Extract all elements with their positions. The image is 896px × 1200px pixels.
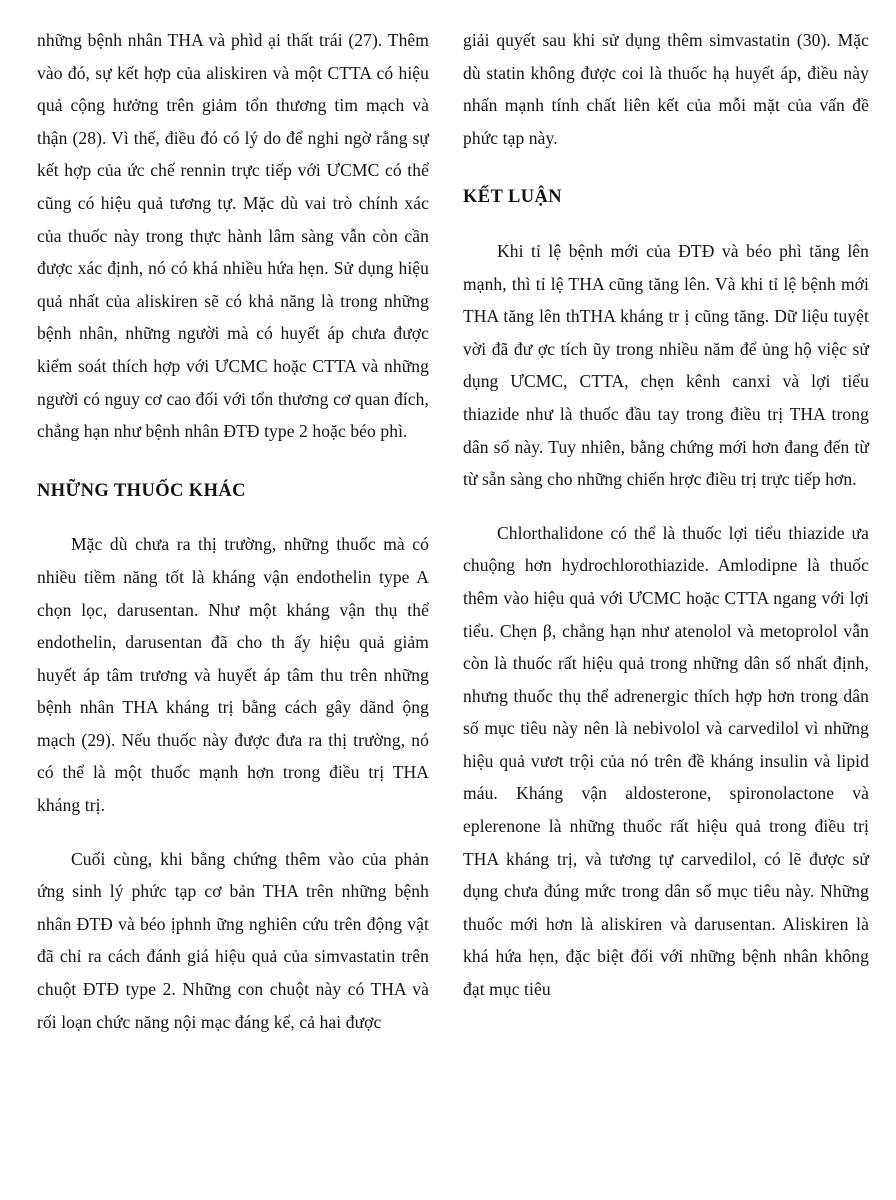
paragraph-continuation-right: giải quyết sau khi sử dụng thêm simvastatin (30). Mặc dù statin không được coi là thuốc hạ huyết áp, điều này nhấn mạnh tính chất liên kết của mỗi mặt của vấn đề phức tạp này. [463,30,869,148]
paragraph-conclusion-1: Khi tỉ lệ bệnh mới của ĐTĐ và béo phì tăng lên mạnh, thì tỉ lệ THA cũng tăng lên. Và khi tỉ lệ bệnh mới THA tăng lên thTHA kháng tr ị cũng tăng. Dữ liệu tuyệt vời đã đư ợc tích ũy trong nhiều năm để ủng hộ việc sử dụng ƯCMC, CTTA, chẹn kênh canxi và lợi tiểu thiazide như là thuốc đầu tay trong điều trị THA trong dân số này. Tuy nhiên, bằng chứng mới hơn đang đến từ từ sẵn sàng cho những chiến hrợc điều trị trực tiếp hơn. [463,240,869,490]
paragraph-continuation-left: những bệnh nhân THA và phìd ại thất trái (27). Thêm vào đó, sự kết hợp của aliskiren và một CTTA có hiệu quả cộng hưởng trên giảm tổn thương tim mạch và thận (28). Vì thế, điều đó có lý do để nghi ngờ rằng sự kết hợp của ức chế rennin trực tiếp với ƯCMC có thể cũng có hiệu quả tương tự. Mặc dù vai trò chính xác của thuốc này trong thực hành lâm sàng vẫn còn cần được xác định, nó có khá nhiều hứa hẹn. Sử dụng hiệu quả nhất của aliskiren sẽ có khả năng là trong những bệnh nhân, những người mà có huyết áp chưa được kiểm soát thích hợp với ƯCMC hoặc CTTA và những người có nguy cơ cao đối với tổn thương cơ quan đích, chẳng hạn như bệnh nhân ĐTĐ type 2 hoặc béo phì. [37,30,429,442]
section-heading-other-drugs: NHỮNG THUỐC KHÁC [37,480,246,501]
section-heading-conclusion: KẾT LUẬN [463,187,562,208]
left-column [37,24,429,1200]
paragraph-other-drugs-2: Cuối cùng, khi bằng chứng thêm vào của phản ứng sinh lý phức tạp cơ bản THA trên những bệnh nhân ĐTĐ và béo ịphnh ững nghiên cứu trên động vật đã chỉ ra cách đánh giá hiệu quả của simvastatin trên chuột ĐTĐ type 2. Những con chuột này có THA và rối loạn chức năng nội mạc đáng kể, cả hai được [37,848,429,1032]
right-column [463,24,869,1200]
paragraph-other-drugs-1: Mặc dù chưa ra thị trường, những thuốc mà có nhiều tiềm năng tốt là kháng vận endothelin type A chọn lọc, darusentan. Như một kháng vận thụ thể endothelin, darusentan đã cho th ấy hiệu quả giảm huyết áp tâm trương và huyết áp tâm thu trên những bệnh nhân THA kháng trị bằng cách gây dãnd ộng mạch (29). Nếu thuốc này được đưa ra thị trường, nó có thể là một thuốc mạnh hơn trong điều trị THA kháng trị. [37,534,429,816]
paragraph-conclusion-2: Chlorthalidone có thể là thuốc lợi tiểu thiazide ưa chuộng hơn hydrochlorothiazide. Amlodipne là thuốc thêm vào hiệu quả với ƯCMC hoặc CTTA ngang với lợi tiểu. Chẹn β, chẳng hạn như atenolol và metoprolol vẫn còn là thuốc rất hiệu quả trong những dân số nhất định, nhưng thuốc thụ thể adrenergic thích hợp hơn trong dân số mục tiêu này nên là nebivolol và carvedilol vì những hiệu quả vươt trội của nó trên đề kháng insulin và lipid máu. Kháng vận aldosterone, spironolactone và eplerenone là những thuốc rất hiệu quả trong điều trị THA kháng trị, và tương tự carvedilol, có lẽ được sử dụng chưa đúng mức trong dân số mục tiêu này. Những thuốc mới hơn là aliskiren và darusentan. Aliskiren là khá hứa hẹn, đặc biệt đối với những bệnh nhân không đạt mục tiêu [463,522,869,1000]
